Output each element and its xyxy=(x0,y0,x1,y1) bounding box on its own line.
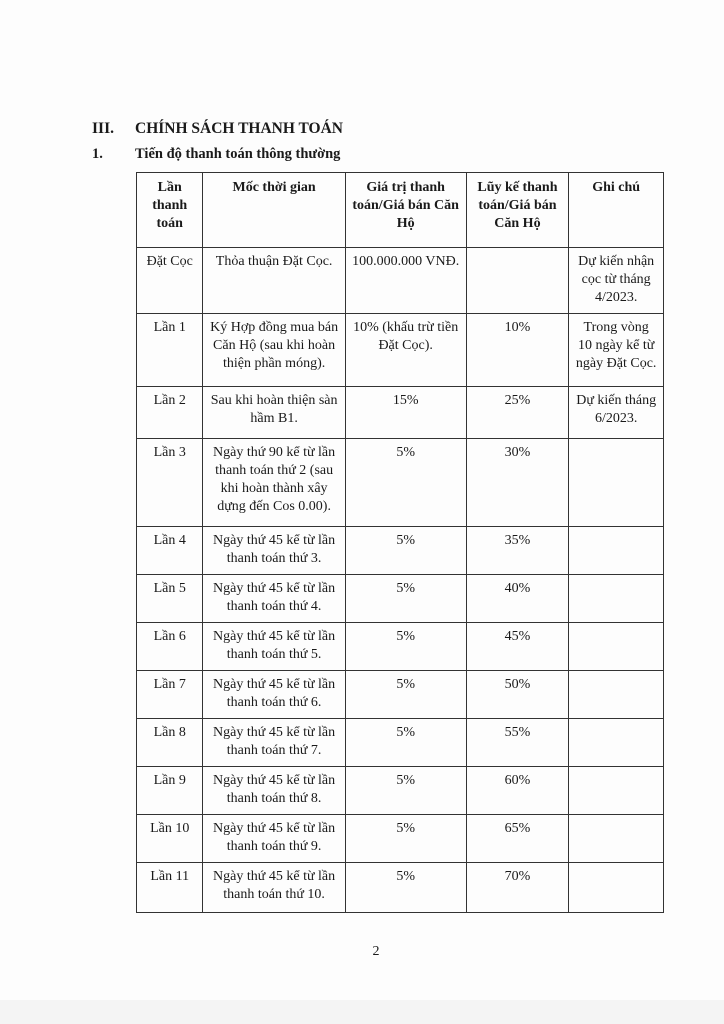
cell-note xyxy=(569,439,664,527)
cell-milestone: Ngày thứ 90 kể từ lần thanh toán thứ 2 (sau khi hoàn thành xây dựng đến Cos 0.00). xyxy=(203,439,345,527)
subsection-number: 1. xyxy=(92,146,103,162)
cell-cumulative: 30% xyxy=(466,439,569,527)
header-milestone: Mốc thời gian xyxy=(203,173,345,248)
cell-milestone: Sau khi hoàn thiện sàn hầm B1. xyxy=(203,387,345,439)
cell-note xyxy=(569,575,664,623)
cell-value: 5% xyxy=(345,527,466,575)
cell-value: 5% xyxy=(345,719,466,767)
cell-milestone: Thỏa thuận Đặt Cọc. xyxy=(203,248,345,314)
cell-cumulative: 55% xyxy=(466,719,569,767)
scan-bottom-edge xyxy=(0,1000,724,1024)
cell-installment: Lần 5 xyxy=(137,575,203,623)
header-payment-value: Giá trị thanh toán/Giá bán Căn Hộ xyxy=(345,173,466,248)
cell-cumulative xyxy=(466,248,569,314)
cell-value: 100.000.000 VNĐ. xyxy=(345,248,466,314)
cell-installment: Lần 4 xyxy=(137,527,203,575)
table-row xyxy=(137,815,664,863)
cell-milestone: Ngày thứ 45 kể từ lần thanh toán thứ 3. xyxy=(203,527,345,575)
cell-cumulative: 50% xyxy=(466,671,569,719)
section-heading xyxy=(92,120,343,138)
table-row xyxy=(137,248,664,314)
subsection-title: Tiến độ thanh toán thông thường xyxy=(135,146,341,162)
table-row xyxy=(137,387,664,439)
cell-value: 5% xyxy=(345,623,466,671)
table-row xyxy=(137,623,664,671)
cell-cumulative: 10% xyxy=(466,314,569,387)
cell-note: Dự kiến nhận cọc từ tháng 4/2023. xyxy=(569,248,664,314)
cell-value: 10% (khấu trừ tiền Đặt Cọc). xyxy=(345,314,466,387)
cell-milestone: Ngày thứ 45 kể từ lần thanh toán thứ 5. xyxy=(203,623,345,671)
cell-installment: Lần 6 xyxy=(137,623,203,671)
cell-note xyxy=(569,815,664,863)
cell-installment: Lần 7 xyxy=(137,671,203,719)
table-row xyxy=(137,575,664,623)
cell-note xyxy=(569,767,664,815)
table-row xyxy=(137,863,664,913)
cell-cumulative: 45% xyxy=(466,623,569,671)
cell-cumulative: 35% xyxy=(466,527,569,575)
cell-installment: Lần 1 xyxy=(137,314,203,387)
cell-value: 5% xyxy=(345,671,466,719)
cell-cumulative: 60% xyxy=(466,767,569,815)
cell-cumulative: 40% xyxy=(466,575,569,623)
header-cumulative: Lũy kế thanh toán/Giá bán Căn Hộ xyxy=(466,173,569,248)
cell-cumulative: 70% xyxy=(466,863,569,913)
cell-milestone: Ký Hợp đồng mua bán Căn Hộ (sau khi hoàn thiện phần móng). xyxy=(203,314,345,387)
header-note: Ghi chú xyxy=(569,173,664,248)
cell-cumulative: 65% xyxy=(466,815,569,863)
page-number: 2 xyxy=(372,944,380,959)
cell-installment: Lần 10 xyxy=(137,815,203,863)
cell-cumulative: 25% xyxy=(466,387,569,439)
cell-installment: Lần 2 xyxy=(137,387,203,439)
cell-note xyxy=(569,623,664,671)
cell-value: 5% xyxy=(345,439,466,527)
table-row xyxy=(137,767,664,815)
cell-installment: Lần 11 xyxy=(137,863,203,913)
cell-note xyxy=(569,527,664,575)
cell-installment: Đặt Cọc xyxy=(137,248,203,314)
table-header-row xyxy=(137,173,664,248)
cell-note xyxy=(569,863,664,913)
cell-note xyxy=(569,671,664,719)
table-row xyxy=(137,671,664,719)
cell-value: 5% xyxy=(345,575,466,623)
cell-milestone: Ngày thứ 45 kể từ lần thanh toán thứ 4. xyxy=(203,575,345,623)
section-title: CHÍNH SÁCH THANH TOÁN xyxy=(135,120,344,137)
table-row xyxy=(137,314,664,387)
cell-note: Dự kiến tháng 6/2023. xyxy=(569,387,664,439)
table-row xyxy=(137,719,664,767)
subsection-heading xyxy=(92,146,340,163)
cell-milestone: Ngày thứ 45 kể từ lần thanh toán thứ 6. xyxy=(203,671,345,719)
cell-value: 5% xyxy=(345,815,466,863)
cell-note xyxy=(569,719,664,767)
table-row xyxy=(137,439,664,527)
cell-installment: Lần 8 xyxy=(137,719,203,767)
section-number: III. xyxy=(92,120,114,137)
cell-installment: Lần 3 xyxy=(137,439,203,527)
cell-milestone: Ngày thứ 45 kể từ lần thanh toán thứ 8. xyxy=(203,767,345,815)
cell-milestone: Ngày thứ 45 kể từ lần thanh toán thứ 7. xyxy=(203,719,345,767)
header-installment: Lần thanh toán xyxy=(137,173,203,248)
cell-installment: Lần 9 xyxy=(137,767,203,815)
cell-value: 15% xyxy=(345,387,466,439)
cell-value: 5% xyxy=(345,863,466,913)
cell-note: Trong vòng 10 ngày kể từ ngày Đặt Cọc. xyxy=(569,314,664,387)
payment-schedule-table xyxy=(136,172,664,913)
table-row xyxy=(137,527,664,575)
cell-value: 5% xyxy=(345,767,466,815)
cell-milestone: Ngày thứ 45 kể từ lần thanh toán thứ 9. xyxy=(203,815,345,863)
cell-milestone: Ngày thứ 45 kể từ lần thanh toán thứ 10. xyxy=(203,863,345,913)
